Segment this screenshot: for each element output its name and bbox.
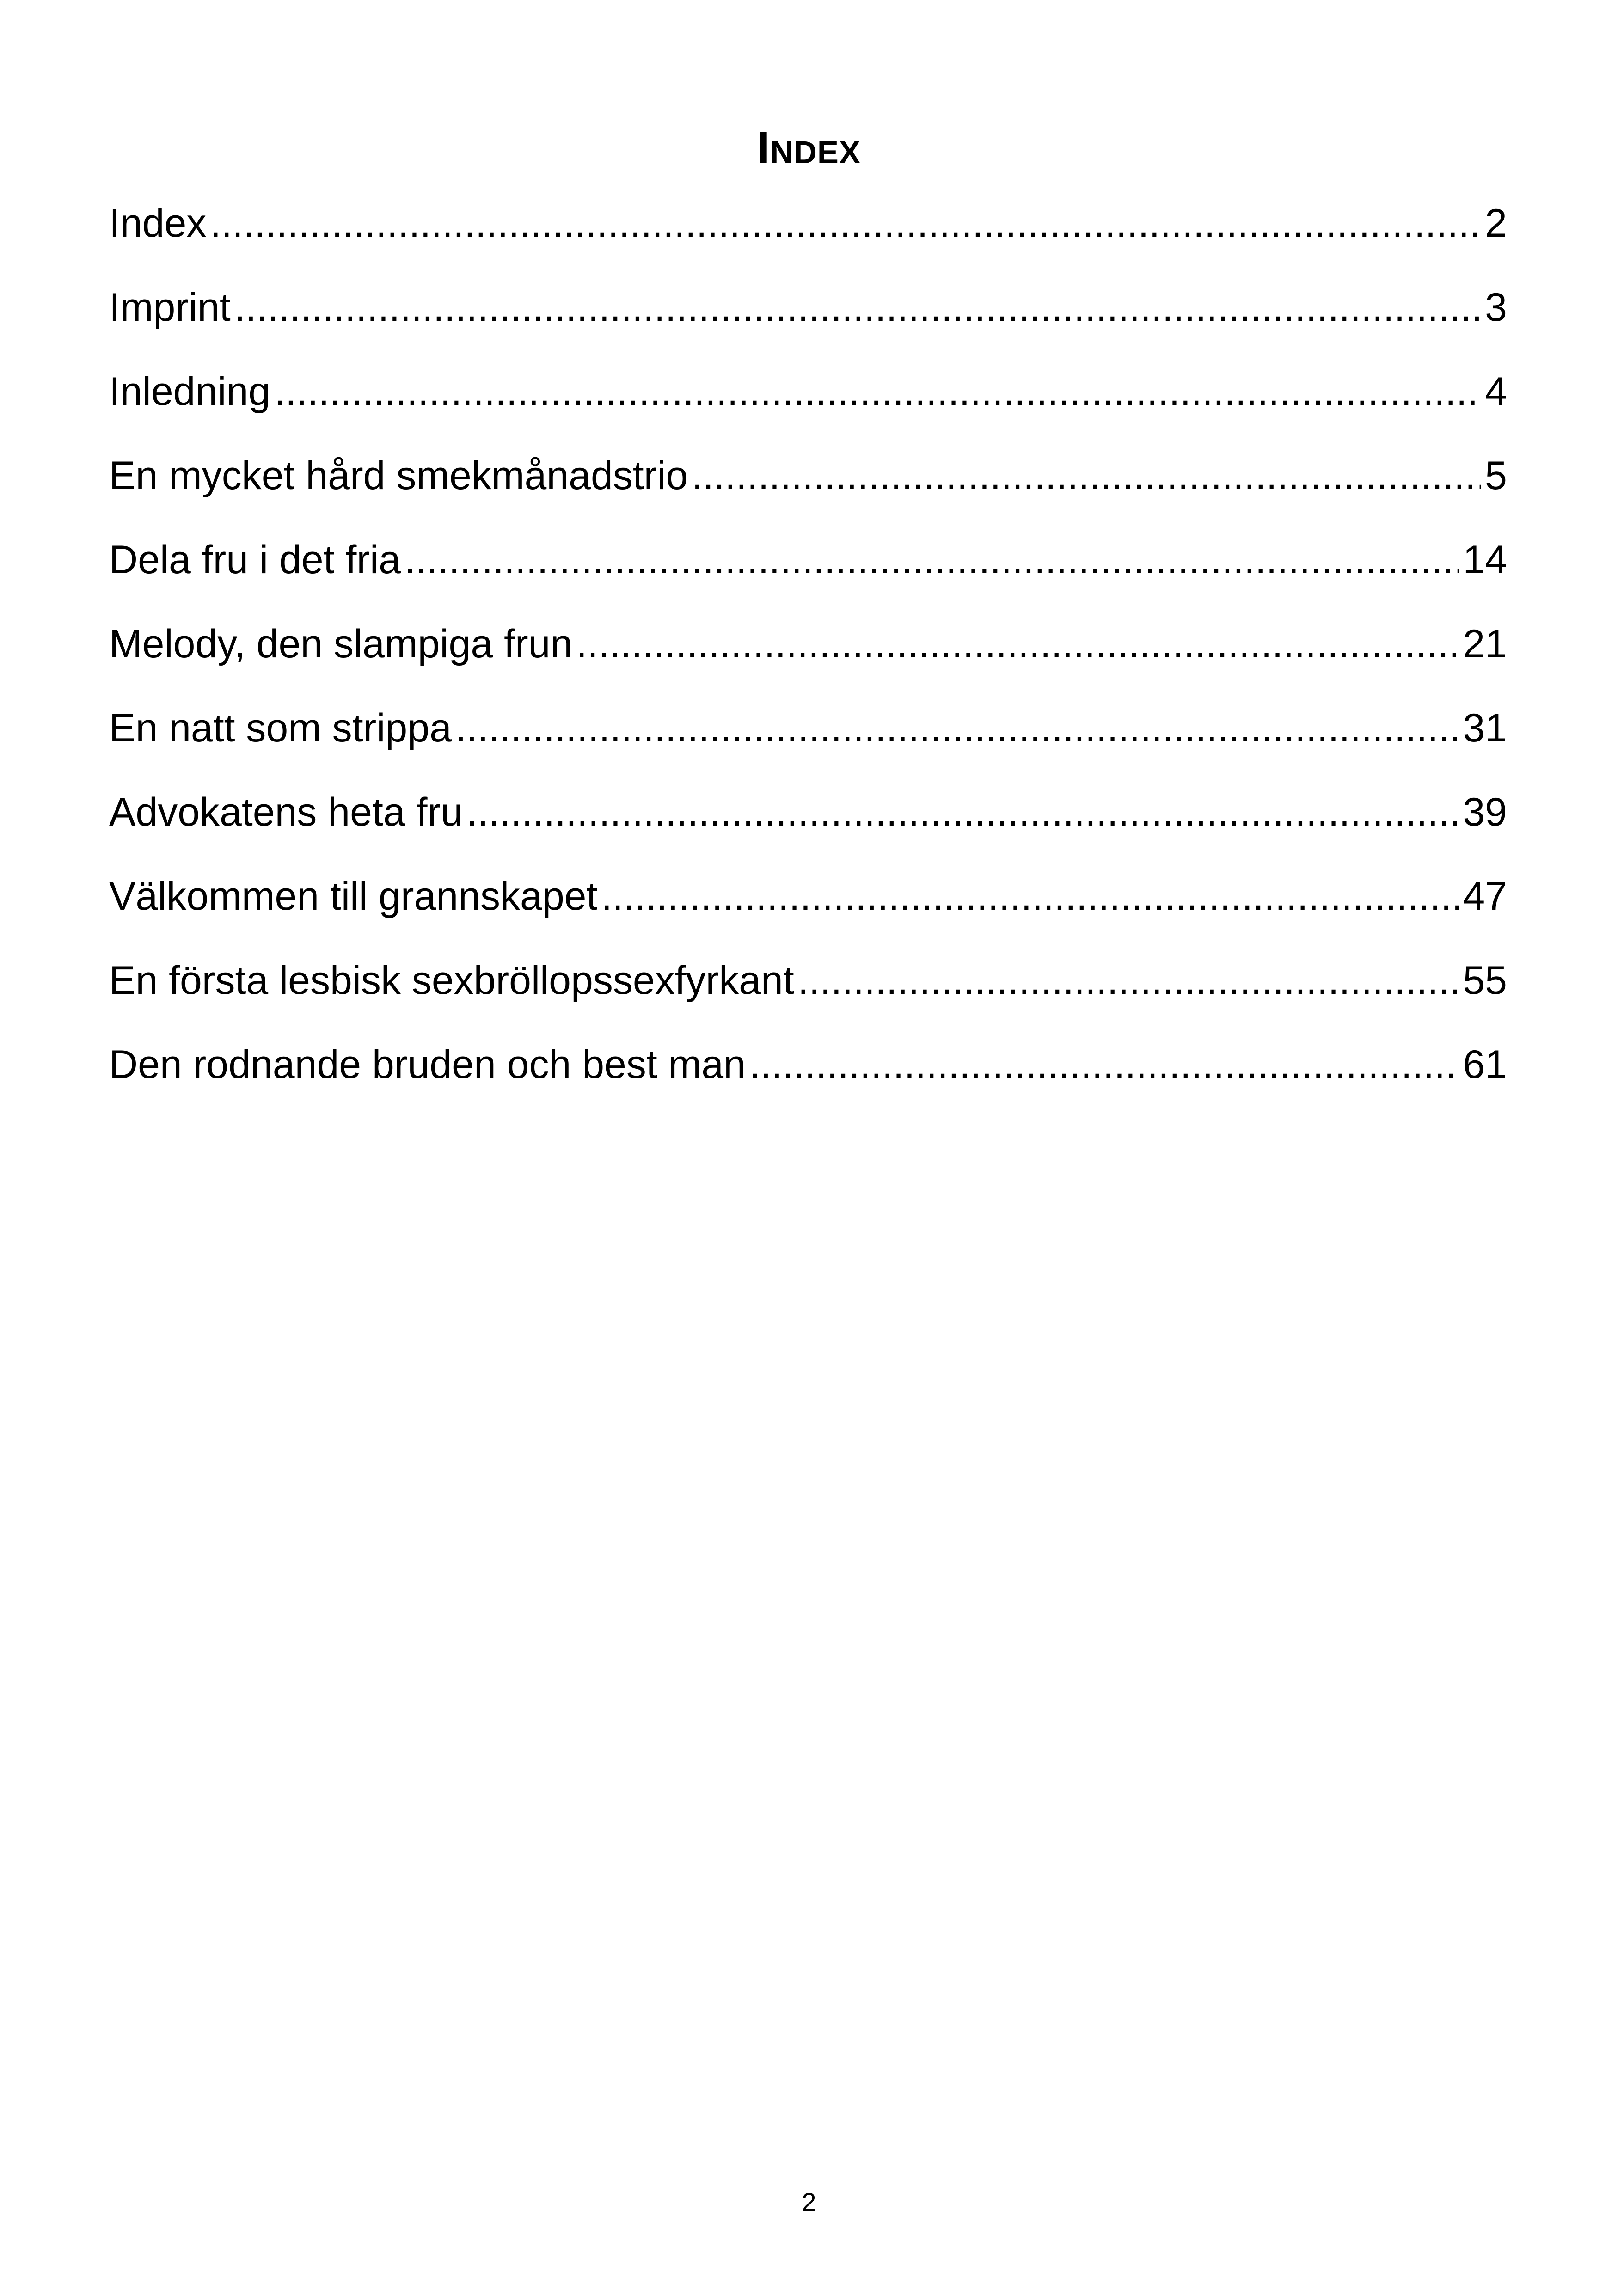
toc-entry [109,1041,1507,1125]
toc-entry-title: Imprint [109,285,231,330]
page-number: 2 [802,2187,816,2216]
toc-entry-page: 39 [1463,790,1507,834]
toc-entry-title: En första lesbisk sexbröllopssexfyrkant [109,958,794,1003]
toc-dot-leader [234,284,1481,331]
toc-entry-page: 61 [1463,1042,1507,1087]
toc-entry-page: 3 [1485,285,1507,330]
toc-entry-title: Inledning [109,369,271,414]
toc-dot-leader [274,368,1481,416]
toc-entry-title: Dela fru i det fria [109,538,401,582]
toc-entry-page: 2 [1485,201,1507,245]
toc-entry-title: Melody, den slampiga frun [109,622,573,666]
toc-entry [109,620,1507,704]
toc-dot-leader [466,789,1459,836]
toc-entry-page: 47 [1463,874,1507,918]
toc-dot-leader [576,620,1459,668]
toc-dot-leader [210,200,1481,247]
toc-entry-page: 5 [1485,453,1507,498]
toc-entry [109,452,1507,536]
toc-dot-leader [455,704,1459,752]
toc-dot-leader [601,873,1459,920]
toc-entry [109,200,1507,284]
toc-entry-title: En mycket hård smekmånadstrio [109,453,688,498]
toc-entry-page: 31 [1463,706,1507,750]
toc-entry-title: Den rodnande bruden och best man [109,1042,746,1087]
toc-entry-title: Välkommen till grannskapet [109,874,598,918]
toc-entry [109,368,1507,452]
toc-dot-leader [749,1041,1459,1089]
toc-entry-page: 21 [1463,622,1507,666]
toc-entry-title: Index [109,201,207,245]
toc-entry [109,536,1507,620]
toc-dot-leader [692,452,1481,500]
toc-dot-leader [404,536,1459,584]
toc-entry [109,789,1507,873]
toc-entry [109,957,1507,1041]
toc-dot-leader [798,957,1459,1004]
toc-entry-title: Advokatens heta fru [109,790,463,834]
table-of-contents [109,200,1507,1125]
page-title: Index [757,122,861,173]
toc-entry-page: 55 [1463,958,1507,1003]
toc-entry-page: 14 [1463,538,1507,582]
toc-entry [109,284,1507,368]
toc-entry-page: 4 [1485,369,1507,414]
toc-entry [109,704,1507,789]
toc-entry [109,873,1507,957]
toc-entry-title: En natt som strippa [109,706,452,750]
